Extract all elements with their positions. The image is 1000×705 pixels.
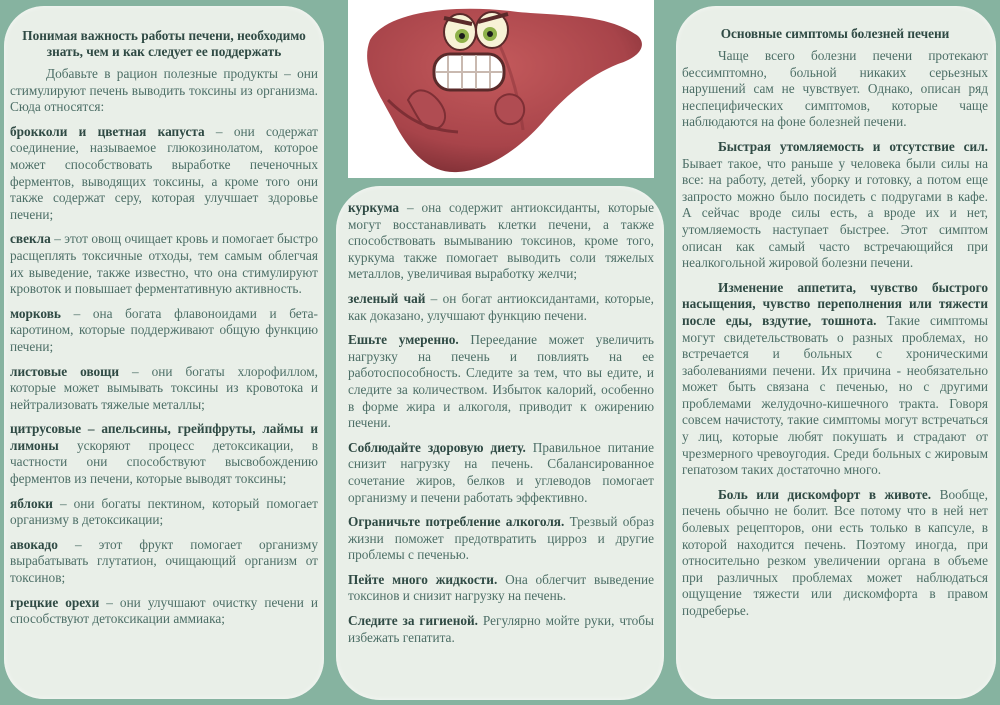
tip-label: Соблюдайте здоровую диету.: [348, 439, 526, 455]
tip-text: Она облегчит выведение токсинов и снизит нагрузку на печень.: [348, 571, 654, 604]
left-panel: [4, 6, 324, 699]
symptom-text: Такие симптомы могут свидетельствовать о разных проблемах, но встречается и больных с хроническими заболеваниями печени. Их причина - необязательно может быть связана с печенью, но с другими проблемами желудочно-кишечного тракта. Говоря совсем начистоту, такие симптомы могут встречаться у лиц, которые любят покушать и страдают от чрезмерного чревоугодия. Среди больных с жировым гепатозом таких достаточно много.: [682, 312, 988, 478]
cartoon-liver-icon: [348, 0, 654, 178]
tip-label: Следите за гигиеной.: [348, 613, 478, 629]
food-item: [10, 306, 318, 356]
right-title: Основные симптомы болезней печени: [720, 26, 950, 41]
symptom-text: Вообще, печень обычно не болит. Все потому что в ней нет болевых рецепторов, они есть только в капсуле, в которой находится печень. Поэтому иногда, при относительно резком увеличении органа в объеме при различных проблемах может наблюдаться ощущение тяжести или дискомфорта в правом подреберье.: [682, 486, 988, 618]
right-intro: Чаще всего болезни печени протекают бессимптомно, больной никаких серьезных нарушений сам не чувствует. Однако, описан ряд неспецифических симптомов, которые чаще наблюдаются на фоне болезней печени.: [682, 48, 988, 130]
symptom-label: Боль или дискомфорт в животе.: [718, 486, 932, 502]
tip-text: – она содержит антиоксиданты, которые могут восстанавливать клетки печени, а также способствовать вымыванию токсинов, кроме того, куркума также помогает выводить соли тяжелых металлов, увеличивая выработку желчи;: [348, 200, 654, 282]
food-item: [10, 496, 318, 529]
food-item: [10, 124, 318, 224]
food-label: морковь: [10, 305, 61, 321]
tip-text: Правильное питание снизит нагрузку на печень. Сбалансированное сочетание жиров, белков и углеводов помогает организму и печени работать эффективно.: [348, 439, 654, 505]
tip-item: [348, 613, 654, 646]
tip-item: [348, 332, 654, 432]
left-title: Понимая важность работы печени, необходимо знать, чем и как следует ее поддержать: [22, 28, 306, 59]
tip-label: зеленый чай: [348, 290, 426, 306]
symptom-label: Быстрая утомляемость и отсутствие сил.: [718, 138, 988, 154]
liver-illustration: [348, 0, 654, 178]
food-text: – они богаты хлорофиллом, которые может вымывать токсины из кровотока и нейтрализовать тяжелые металлы;: [10, 363, 318, 412]
symptom-text: Бывает такое, что раньше у человека были силы на все: на работу, детей, уборку и готовку, а потом еще запросто можно было посидеть с подругами в кафе. А сейчас вроде силы есть, а вроде их и нет, утомляемость наступает быстрее. Этот симптом описан как самый часто встречающийся при неалкогольной жировой болезни печени.: [682, 155, 988, 271]
food-label: грецкие орехи: [10, 594, 100, 610]
food-text: – они богаты пектином, который помогает организму в детоксикации;: [10, 495, 318, 528]
symptom-item: [682, 487, 988, 620]
tip-text: – он богат антиоксидантами, которые, как доказано, улучшают функцию печени.: [348, 290, 654, 323]
food-text: – этот фрукт помогает организму вырабатывать глутатион, очищающий организм от токсинов;: [10, 536, 318, 586]
tip-item: [348, 440, 654, 506]
tip-item: [348, 514, 654, 564]
symptom-label: Изменение аппетита, чувство быстрого насыщения, чувство переполнения или тяжести после еды, вздутие, тошнота.: [682, 279, 988, 328]
tip-item: [348, 200, 654, 283]
food-item: [10, 595, 318, 628]
food-text: – этот овощ очищает кровь и помогает быстро расщеплять токсичные отходы, тем самым облегчая их выведение, также известно, что она стимулируют кровоток и повышает ферментативную активность.: [10, 231, 318, 297]
tip-text: Регулярно мойте руки, чтобы избежать гепатита.: [348, 613, 654, 645]
tip-label: Ограничьте потребление алкоголя.: [348, 514, 565, 530]
food-item: [10, 364, 318, 414]
food-text: – они улучшают очистку печени и способствуют детоксикации аммиака;: [10, 594, 318, 627]
food-label: цитрусовые – апельсины, грейпфруты, лаймы и лимоны: [10, 421, 318, 453]
symptom-item: [682, 139, 988, 272]
right-panel: [676, 6, 996, 699]
food-label: брокколи и цветная капуста: [10, 123, 205, 139]
food-label: листовые овощи: [10, 363, 120, 379]
tip-text: Трезвый образ жизни поможет предотвратить цирроз и другие проблемы с печенью.: [348, 514, 654, 563]
food-label: свекла: [10, 231, 51, 247]
food-text: – они содержат соединение, называемое глюкозинолатом, которое может способствовать выработке печеночных ферментов, выводящих токсины, а кроме того они также содержат серу, которая улучшает здоровье печени;: [10, 123, 318, 222]
food-item: [10, 231, 318, 297]
symptom-item: [682, 280, 988, 479]
food-label: яблоки: [10, 495, 53, 511]
tip-text: Переедание может увеличить нагрузку на печень и повлиять на ее работоспособность. Следите за тем, что вы едите, и следите за количеством. Избыток калорий, особенно в форме жира и алкоголя, приводит к ожирению печени.: [348, 332, 654, 431]
tip-label: куркума: [348, 200, 400, 215]
tip-label: Ешьте умеренно.: [348, 332, 459, 348]
middle-panel: [336, 186, 664, 700]
left-intro: Добавьте в рацион полезные продукты – они стимулируют печень выводить токсины из организма. Сюда относятся:: [10, 66, 318, 115]
food-text: – она богата флавоноидами и бета-каротином, которые поддерживают общую функцию печени;: [10, 305, 318, 354]
tip-item: [348, 291, 654, 324]
food-label: авокадо: [10, 536, 58, 552]
food-text: ускоряют процесс детоксикации, в частности они способствуют высвобождению ферментов из печени, которые выводят токсины;: [10, 437, 318, 487]
tip-label: Пейте много жидкости.: [348, 571, 498, 587]
food-item: [10, 421, 318, 487]
food-item: [10, 537, 318, 587]
tip-item: [348, 572, 654, 605]
